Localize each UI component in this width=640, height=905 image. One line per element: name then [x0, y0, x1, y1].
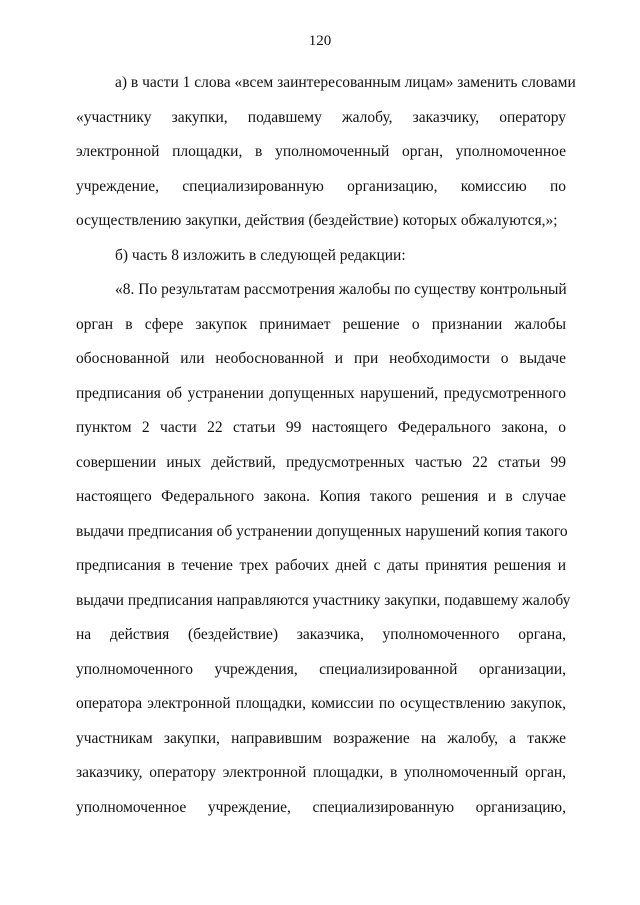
text-line: настоящего Федерального закона. Копия такого решения и в случае [76, 488, 566, 505]
text-line: электронной площадки, в уполномоченный орган, уполномоченное [76, 143, 566, 160]
text-line: пунктом 2 части 22 статьи 99 настоящего Федерального закона, о [76, 419, 566, 436]
text-line: заказчику, оператору электронной площадки, в уполномоченный орган, [76, 764, 566, 781]
text-line: уполномоченного учреждения, специализированной организации, [76, 660, 566, 678]
text-line: а) в части 1 слова «всем заинтересованным лицам» заменить словами [115, 74, 576, 91]
text-line: б) часть 8 изложить в следующей редакции: [115, 246, 406, 264]
text-line: обоснованной или необоснованной и при необходимости о выдаче [76, 350, 566, 367]
text-line: орган в сфере закупок принимает решение о признании жалобы [76, 315, 566, 333]
text-line: участникам закупки, направившим возражение на жалобу, а также [76, 729, 566, 747]
text-line: на действия (бездействие) заказчика, уполномоченного органа, [76, 626, 566, 643]
text-line: осуществлению закупки, действия (бездействие) которых обжалуются,»; [76, 212, 558, 229]
text-line: «участнику закупки, подавшему жалобу, заказчику, оператору [76, 108, 566, 126]
text-line: предписания в течение трех рабочих дней с даты принятия решения и [76, 557, 566, 574]
page-number: 120 [308, 33, 332, 49]
text-line: выдачи предписания об устранении допущенных нарушений копия такого [76, 522, 568, 540]
text-line: совершении иных действий, предусмотренных частью 22 статьи 99 [76, 453, 566, 471]
body-text [76, 66, 576, 825]
text-line: уполномоченное учреждение, специализированную организацию, [76, 798, 566, 816]
text-line: выдачи предписания направляются участнику закупки, подавшему жалобу [76, 591, 571, 609]
text-line: учреждение, специализированную организацию, комиссию по [76, 177, 566, 195]
text-line: оператора электронной площадки, комиссии по осуществлению закупок, [76, 695, 566, 712]
text-line: предписания об устранении допущенных нарушений, предусмотренного [76, 384, 566, 402]
text-line: «8. По результатам рассмотрения жалобы по существу контрольный [115, 281, 567, 298]
